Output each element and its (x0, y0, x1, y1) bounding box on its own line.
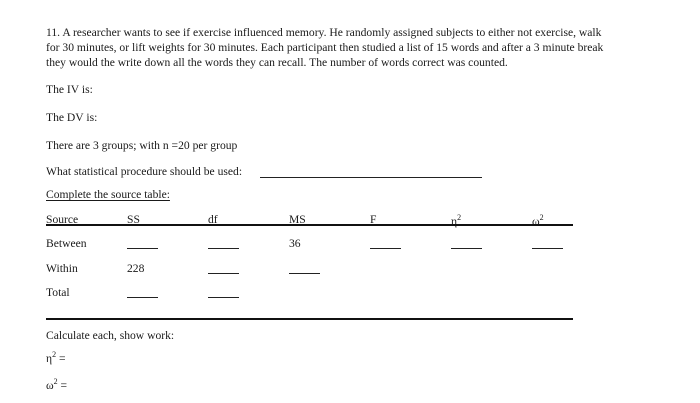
equals-sign: = (60, 378, 68, 392)
superscript: 2 (539, 213, 544, 222)
header-f: F (370, 213, 377, 226)
between-f-blank[interactable] (370, 248, 401, 249)
superscript: 2 (457, 213, 462, 222)
calculate-title: Calculate each, show work: (46, 329, 175, 342)
table-bottom-rule (46, 318, 573, 320)
groups-text: There are 3 groups; with n =20 per group (46, 139, 238, 152)
superscript: 2 (52, 350, 57, 359)
question-text (46, 25, 656, 70)
omega-symbol: ω (46, 378, 54, 392)
table-header-rule (46, 224, 573, 226)
within-df-blank[interactable] (208, 273, 239, 274)
superscript: 2 (53, 377, 58, 386)
question-line: they would the write down all the words they can recall. The number of words correct was counted. (46, 56, 508, 69)
header-df: df (208, 213, 218, 226)
procedure-prompt: What statistical procedure should be used: (46, 165, 243, 178)
eta-symbol: η (451, 214, 458, 228)
iv-prompt: The IV is: (46, 83, 93, 96)
question-line: 11. A researcher wants to see if exercise influenced memory. He randomly assigned subjects to either not exercise, walk (46, 26, 602, 39)
total-df-blank[interactable] (208, 297, 239, 298)
total-ss-blank[interactable] (127, 297, 158, 298)
question-line: for 30 minutes, or lift weights for 30 minutes. Each participant then studied a list of 15 words and after a 3 minute break (46, 41, 604, 54)
within-ss-value: 228 (127, 262, 145, 275)
eta-symbol: η (46, 351, 53, 365)
header-ss: SS (127, 213, 140, 226)
row-label-total: Total (46, 286, 70, 299)
between-omega-blank[interactable] (532, 248, 563, 249)
between-df-blank[interactable] (208, 248, 239, 249)
omega-symbol: ω (532, 214, 540, 228)
between-eta-blank[interactable] (451, 248, 482, 249)
header-source: Source (46, 213, 79, 226)
omega-squared-line (46, 377, 67, 392)
source-table-title: Complete the source table: (46, 188, 170, 201)
dv-prompt: The DV is: (46, 111, 98, 124)
procedure-answer-blank[interactable] (260, 177, 482, 178)
between-ss-blank[interactable] (127, 248, 158, 249)
header-ms: MS (289, 213, 306, 226)
row-label-within: Within (46, 262, 78, 275)
row-label-between: Between (46, 237, 87, 250)
between-ms-value: 36 (289, 237, 301, 250)
eta-squared-line (46, 350, 66, 365)
equals-sign: = (58, 351, 66, 365)
within-ms-blank[interactable] (289, 273, 320, 274)
